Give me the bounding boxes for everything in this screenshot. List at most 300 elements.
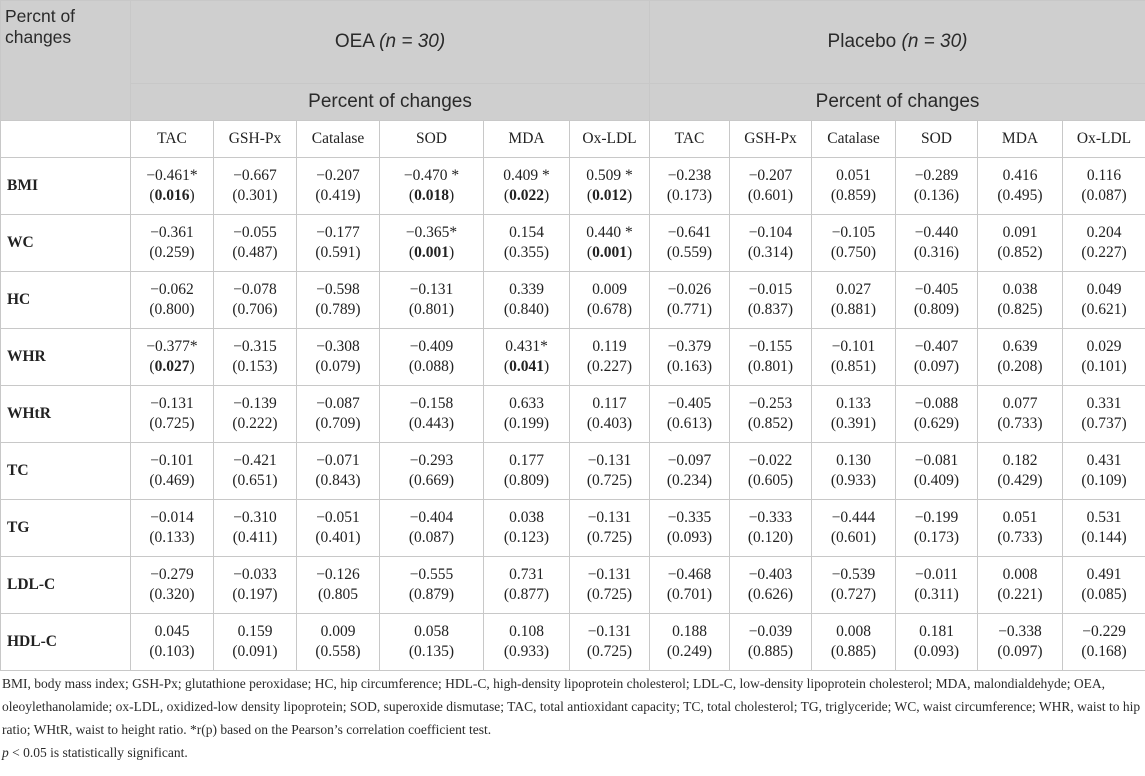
p-value: (0.487) [232, 244, 278, 261]
p-value: (0.222) [232, 415, 278, 432]
table-cell [896, 614, 978, 671]
r-value: 0.491 [1086, 566, 1122, 583]
r-value: 0.204 [1086, 224, 1122, 241]
p-value: (0.733) [997, 415, 1043, 432]
p-value: (0.801) [747, 358, 794, 375]
r-value: 0.431 [1086, 452, 1122, 469]
r-value: −0.279 [150, 566, 194, 583]
table-cell [484, 329, 570, 386]
p-value: (0.859) [830, 187, 877, 204]
p-value: (0.001) [408, 244, 455, 261]
p-value: (0.163) [666, 358, 713, 375]
p-value: (0.800) [149, 301, 195, 318]
significance-note [2, 741, 1142, 764]
p-value: (0.197) [232, 586, 278, 603]
p-value: (0.805 [317, 586, 359, 603]
group-header-oea [131, 1, 650, 84]
p-value: (0.208) [997, 358, 1043, 375]
table-cell [570, 158, 650, 215]
group-name: OEA [334, 31, 374, 52]
p-value: (0.750) [830, 244, 877, 261]
r-value: −0.088 [914, 395, 959, 412]
p-value: (0.227) [586, 358, 633, 375]
r-value: −0.051 [316, 509, 360, 526]
r-value: −0.104 [748, 224, 793, 241]
subheader-row [1, 84, 1145, 121]
table-cell [380, 272, 484, 329]
p-value: (0.144) [1081, 529, 1127, 546]
row-label: WHtR [1, 386, 131, 443]
r-value: −0.207 [748, 167, 793, 184]
p-value: (0.629) [913, 415, 960, 432]
table-cell [896, 272, 978, 329]
p-value-significant: 0.027 [154, 358, 190, 375]
table-cell [730, 500, 812, 557]
r-value: −0.440 [914, 224, 959, 241]
table-cell [650, 500, 730, 557]
r-value: 0.058 [414, 623, 449, 640]
r-value: −0.131 [409, 281, 454, 298]
corner-header: Percnt of changes [1, 1, 131, 121]
p-value: (0.136) [913, 187, 960, 204]
table-cell [1063, 500, 1145, 557]
r-value: −0.335 [667, 509, 712, 526]
column-header: Ox-LDL [1063, 121, 1145, 158]
p-value: (0.877) [503, 586, 550, 603]
table-cell [1063, 386, 1145, 443]
r-value: −0.011 [914, 566, 959, 583]
r-value: −0.667 [233, 167, 277, 184]
p-value: (0.626) [747, 586, 794, 603]
table-cell [730, 614, 812, 671]
row-label: BMI [1, 158, 131, 215]
table-row [1, 614, 1145, 671]
r-value: 0.009 [320, 623, 356, 640]
r-value: −0.405 [914, 281, 959, 298]
p-value: (0.885) [830, 643, 877, 660]
r-value: −0.641 [667, 224, 712, 241]
r-value: −0.308 [316, 338, 360, 355]
table-cell [1063, 443, 1145, 500]
table-cell [1063, 614, 1145, 671]
p-value: (0.843) [315, 472, 361, 489]
table-cell [131, 272, 214, 329]
p-value: (0.933) [830, 472, 877, 489]
p-value: (0.088) [408, 358, 455, 375]
table-cell [730, 557, 812, 614]
r-value: −0.022 [748, 452, 793, 469]
p-value: (0.669) [408, 472, 455, 489]
p-value: (0.087) [408, 529, 455, 546]
table-cell [380, 158, 484, 215]
table-row [1, 557, 1145, 614]
p-value: (0.725) [586, 586, 633, 603]
p-value: (0.706) [232, 301, 278, 318]
p-value: (0.771) [666, 301, 713, 318]
r-value: 0.077 [1002, 395, 1038, 412]
p-value: (0.316) [913, 244, 960, 261]
r-value: 0.331 [1086, 395, 1122, 412]
table-cell [214, 500, 297, 557]
p-value: (0.601) [747, 187, 794, 204]
r-value: −0.039 [748, 623, 793, 640]
r-value: 0.051 [836, 167, 871, 184]
row-label: LDL-C [1, 557, 131, 614]
table-cell [131, 386, 214, 443]
row-label: WC [1, 215, 131, 272]
r-value: 0.177 [509, 452, 544, 469]
p-value: (0.199) [503, 415, 550, 432]
p-value: (0.443) [408, 415, 455, 432]
r-value: 0.130 [836, 452, 871, 469]
r-value: 0.440 * [586, 224, 633, 241]
r-value: −0.033 [233, 566, 277, 583]
p-value: (0.495) [997, 187, 1043, 204]
p-value: (0.852) [747, 415, 794, 432]
table-cell [812, 272, 896, 329]
table-cell [214, 158, 297, 215]
p-value-significant: 0.001 [414, 244, 449, 261]
p-value: (0.109) [1081, 472, 1127, 489]
table-cell [812, 557, 896, 614]
p-value: (0.613) [666, 415, 713, 432]
p-value: (0.840) [503, 301, 550, 318]
p-value: (0.355) [503, 244, 550, 261]
r-value: −0.405 [667, 395, 712, 412]
p-value: (0.727) [830, 586, 877, 603]
p-value: (0.001) [586, 244, 633, 261]
table-cell [812, 443, 896, 500]
r-value: −0.078 [233, 281, 277, 298]
table-cell [978, 557, 1063, 614]
p-value: (0.825) [997, 301, 1043, 318]
table-cell [896, 557, 978, 614]
r-value: −0.468 [667, 566, 712, 583]
r-value: −0.361 [150, 224, 194, 241]
p-value: (0.391) [830, 415, 877, 432]
table-cell [896, 443, 978, 500]
table-cell [297, 500, 380, 557]
table-cell [570, 272, 650, 329]
table-cell [380, 614, 484, 671]
table-row [1, 500, 1145, 557]
r-value: −0.071 [316, 452, 360, 469]
p-value: (0.429) [997, 472, 1043, 489]
table-cell [380, 386, 484, 443]
r-value: 0.431* [505, 338, 548, 355]
p-value: (0.852) [997, 244, 1043, 261]
p-value-significant: 0.022 [509, 187, 544, 204]
p-value: (0.558) [315, 643, 361, 660]
table-cell [297, 443, 380, 500]
r-value: −0.026 [667, 281, 712, 298]
p-value-significant: 0.041 [509, 358, 544, 375]
p-value: (0.018) [408, 187, 455, 204]
table-cell [131, 329, 214, 386]
table-row [1, 329, 1145, 386]
column-header-row [1, 121, 1145, 158]
r-value: 0.008 [1002, 566, 1038, 583]
table-cell [570, 500, 650, 557]
p-value: (0.409) [913, 472, 960, 489]
column-header: TAC [650, 121, 730, 158]
table-cell [214, 614, 297, 671]
p-value: (0.314) [747, 244, 794, 261]
r-value: −0.315 [233, 338, 277, 355]
p-value: (0.591) [315, 244, 361, 261]
p-value: (0.103) [149, 643, 195, 660]
p-value: (0.027) [149, 358, 195, 375]
table-cell [570, 557, 650, 614]
p-value: (0.881) [830, 301, 877, 318]
row-label: HC [1, 272, 131, 329]
table-cell [214, 329, 297, 386]
r-value: 0.188 [672, 623, 707, 640]
table-cell [896, 329, 978, 386]
p-value: (0.249) [666, 643, 713, 660]
r-value: −0.126 [316, 566, 360, 583]
r-value: −0.101 [831, 338, 876, 355]
column-header: MDA [484, 121, 570, 158]
table-cell [650, 158, 730, 215]
r-value: −0.087 [316, 395, 360, 412]
column-header: Catalase [297, 121, 380, 158]
r-value: −0.407 [914, 338, 959, 355]
p-value: (0.737) [1081, 415, 1127, 432]
table-cell [650, 443, 730, 500]
p-value: (0.173) [913, 529, 960, 546]
group-n: (n = 30) [901, 31, 968, 52]
p-value: (0.879) [408, 586, 455, 603]
r-value: −0.131 [150, 395, 194, 412]
r-value: −0.421 [233, 452, 277, 469]
column-header: MDA [978, 121, 1063, 158]
table-cell [380, 443, 484, 500]
r-value: −0.238 [667, 167, 712, 184]
group-header-placebo [650, 1, 1145, 84]
table-row [1, 215, 1145, 272]
table-cell [570, 443, 650, 500]
table-cell [484, 557, 570, 614]
r-value: −0.539 [831, 566, 876, 583]
r-value: 0.051 [1002, 509, 1038, 526]
p-value: (0.837) [747, 301, 794, 318]
p-value: (0.120) [747, 529, 794, 546]
row-label: HDL-C [1, 614, 131, 671]
r-value: −0.461* [146, 167, 198, 184]
p-value: (0.701) [666, 586, 713, 603]
p-value: (0.725) [586, 472, 633, 489]
r-value: −0.014 [150, 509, 194, 526]
p-value: (0.678) [586, 301, 633, 318]
table-cell [650, 557, 730, 614]
p-value: (0.234) [666, 472, 713, 489]
r-value: −0.293 [409, 452, 454, 469]
group-header-row [1, 1, 1145, 84]
table-cell [978, 215, 1063, 272]
r-value: −0.470 * [403, 167, 460, 184]
table-cell [730, 329, 812, 386]
r-value: 0.409 * [503, 167, 550, 184]
r-value: −0.081 [914, 452, 959, 469]
table-cell [131, 443, 214, 500]
p-value: (0.041) [503, 358, 550, 375]
table-cell [131, 158, 214, 215]
p-value: (0.559) [666, 244, 713, 261]
r-value: 0.009 [592, 281, 627, 298]
r-value: 0.049 [1086, 281, 1122, 298]
r-value: 0.029 [1086, 338, 1122, 355]
r-value: −0.131 [587, 452, 632, 469]
p-value: (0.135) [408, 643, 455, 660]
r-value: 0.416 [1002, 167, 1038, 184]
p-value: (0.725) [586, 643, 633, 660]
p-value: (0.801) [408, 301, 455, 318]
table-cell [730, 386, 812, 443]
r-value: 0.119 [592, 338, 627, 355]
table-cell [812, 500, 896, 557]
table-cell [978, 614, 1063, 671]
p-value: (0.809) [503, 472, 550, 489]
p-value: (0.885) [747, 643, 794, 660]
r-value: 0.639 [1002, 338, 1038, 355]
r-value: 0.008 [836, 623, 871, 640]
r-value: −0.333 [748, 509, 793, 526]
r-value: 0.531 [1086, 509, 1122, 526]
group-name: Placebo [827, 31, 897, 52]
column-header: SOD [896, 121, 978, 158]
p-value: (0.153) [232, 358, 278, 375]
p-value: (0.419) [315, 187, 361, 204]
table-cell [650, 272, 730, 329]
table-footnotes [0, 672, 1142, 764]
table-cell [650, 329, 730, 386]
table-cell [570, 614, 650, 671]
table-cell [896, 500, 978, 557]
table-cell [1063, 158, 1145, 215]
table-cell [297, 386, 380, 443]
table-cell [131, 557, 214, 614]
table-cell [1063, 329, 1145, 386]
p-value: (0.621) [1081, 301, 1127, 318]
table-row [1, 386, 1145, 443]
column-header: GSH-Px [730, 121, 812, 158]
p-value-significant: 0.016 [154, 187, 190, 204]
p-value: (0.087) [1081, 187, 1127, 204]
p-value: (0.605) [747, 472, 794, 489]
r-value: −0.338 [998, 623, 1042, 640]
r-value: 0.108 [509, 623, 544, 640]
r-value: −0.598 [316, 281, 360, 298]
table-cell [570, 386, 650, 443]
table-cell [297, 614, 380, 671]
table-cell [570, 215, 650, 272]
table-cell [131, 215, 214, 272]
p-value: (0.133) [149, 529, 195, 546]
p-value: (0.012) [586, 187, 633, 204]
table-cell [570, 329, 650, 386]
r-value: 0.181 [919, 623, 954, 640]
p-value-significant: 0.012 [592, 187, 627, 204]
p-value: (0.168) [1081, 643, 1127, 660]
p-value: (0.403) [586, 415, 633, 432]
p-value: (0.101) [1081, 358, 1127, 375]
p-value: (0.097) [913, 358, 960, 375]
p-value: (0.733) [997, 529, 1043, 546]
table-cell [297, 272, 380, 329]
r-value: −0.404 [409, 509, 454, 526]
table-cell [812, 215, 896, 272]
table-cell [214, 386, 297, 443]
row-label: TG [1, 500, 131, 557]
p-value: (0.173) [666, 187, 713, 204]
table-cell [484, 215, 570, 272]
table-cell [484, 272, 570, 329]
p-value: (0.093) [666, 529, 713, 546]
table-cell [978, 386, 1063, 443]
table-cell [1063, 557, 1145, 614]
table-cell [730, 215, 812, 272]
r-value: 0.027 [836, 281, 871, 298]
significance-text: < 0.05 is statistically significant. [8, 745, 188, 760]
r-value: −0.105 [831, 224, 876, 241]
p-value: (0.022) [503, 187, 550, 204]
table-cell [730, 158, 812, 215]
r-value: −0.409 [409, 338, 454, 355]
table-cell [484, 386, 570, 443]
p-value: (0.725) [149, 415, 195, 432]
r-value: −0.379 [667, 338, 712, 355]
p-value: (0.123) [503, 529, 550, 546]
r-value: 0.133 [836, 395, 871, 412]
table-cell [380, 329, 484, 386]
p-value: (0.601) [830, 529, 877, 546]
r-value: 0.116 [1086, 167, 1122, 184]
table-cell [131, 614, 214, 671]
r-value: 0.159 [237, 623, 273, 640]
table-cell [1063, 215, 1145, 272]
r-value: −0.365* [405, 224, 458, 241]
group-n: (n = 30) [379, 31, 446, 52]
p-value: (0.227) [1081, 244, 1127, 261]
table-cell [978, 329, 1063, 386]
r-value: 0.633 [509, 395, 544, 412]
p-value: (0.809) [913, 301, 960, 318]
r-value: −0.310 [233, 509, 277, 526]
column-header: SOD [380, 121, 484, 158]
table-cell [214, 443, 297, 500]
p-value: (0.725) [586, 529, 633, 546]
row-label: WHR [1, 329, 131, 386]
table-cell [812, 329, 896, 386]
table-cell [484, 500, 570, 557]
table-cell [812, 386, 896, 443]
table-cell [812, 158, 896, 215]
r-value: −0.131 [587, 509, 632, 526]
p-value: (0.651) [232, 472, 278, 489]
table-cell [896, 158, 978, 215]
p-value: (0.093) [913, 643, 960, 660]
table-cell [730, 272, 812, 329]
table-cell [214, 215, 297, 272]
column-header: Catalase [812, 121, 896, 158]
table-cell [896, 386, 978, 443]
column-header: TAC [131, 121, 214, 158]
p-value: (0.411) [232, 529, 278, 546]
r-value: −0.403 [748, 566, 793, 583]
p-value: (0.311) [914, 586, 959, 603]
r-value: −0.139 [233, 395, 277, 412]
